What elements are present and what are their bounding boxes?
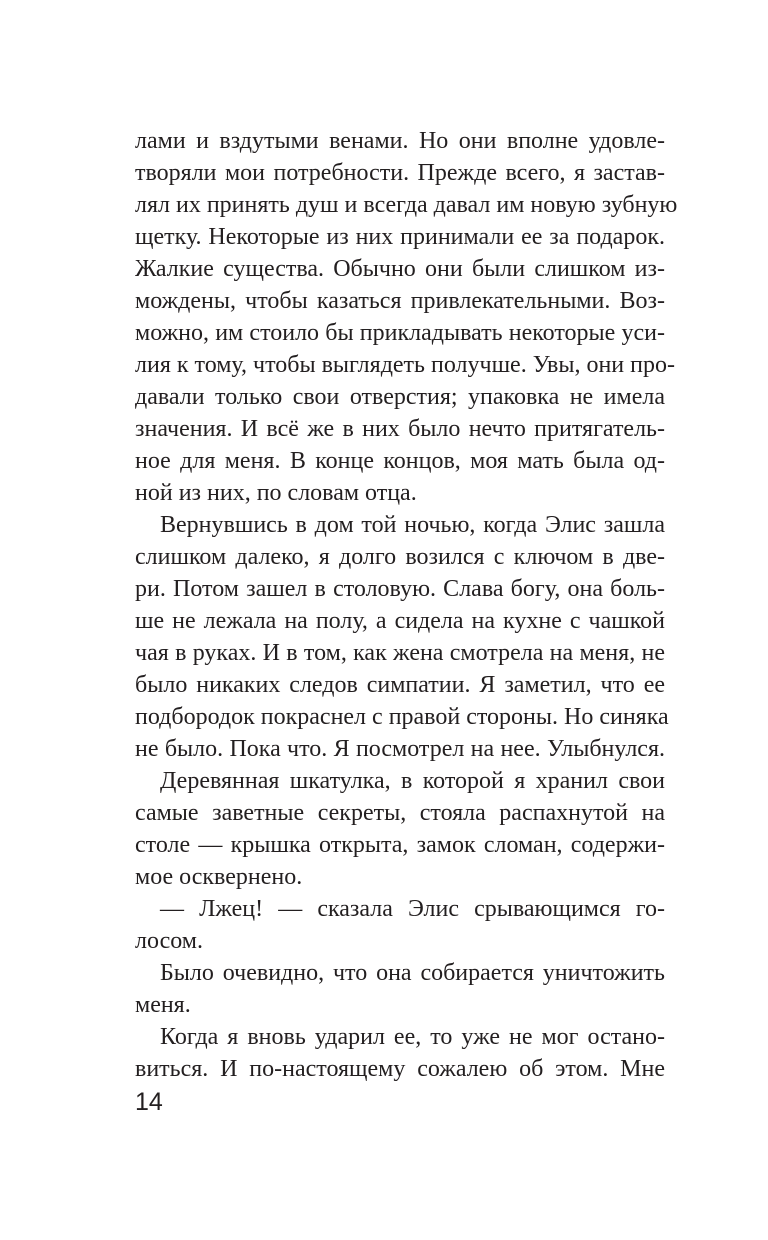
text-line: самые заветные секреты, стояла распахнутой на bbox=[135, 800, 665, 826]
text-line: не было. Пока что. Я посмотрел на нее. Улыбнулся. bbox=[135, 736, 665, 762]
text-line: виться. И по-настоящему сожалею об этом. Мне bbox=[135, 1056, 665, 1082]
text-line: лосом. bbox=[135, 928, 203, 954]
text-line: Вернувшись в дом той ночью, когда Элис зашла bbox=[160, 512, 665, 538]
text-line: Жалкие существа. Обычно они были слишком из- bbox=[135, 256, 665, 282]
page-number: 14 bbox=[135, 1088, 163, 1116]
text-line: щетку. Некоторые из них принимали ее за подарок. bbox=[135, 224, 665, 250]
text-line: мое осквернено. bbox=[135, 864, 303, 890]
text-line: значения. И всё же в них было нечто притягатель- bbox=[135, 416, 665, 442]
text-line: ше не лежала на полу, а сидела на кухне с чашкой bbox=[135, 608, 665, 634]
text-line: Было очевидно, что она собирается уничтожить bbox=[160, 960, 665, 986]
text-line: можно, им стоило бы прикладывать некоторые уси- bbox=[135, 320, 665, 346]
text-line: столе — крышка открыта, замок сломан, содержи- bbox=[135, 832, 665, 858]
text-line: творяли мои потребности. Прежде всего, я застав- bbox=[135, 160, 665, 186]
text-line: ри. Потом зашел в столовую. Слава богу, она боль- bbox=[135, 576, 665, 602]
text-line: чая в руках. И в том, как жена смотрела на меня, не bbox=[135, 640, 665, 666]
text-line: ной из них, по словам отца. bbox=[135, 480, 417, 506]
text-line: меня. bbox=[135, 992, 191, 1018]
text-line: лами и вздутыми венами. Но они вполне удовле- bbox=[135, 128, 665, 154]
text-line: слишком далеко, я долго возился с ключом в две- bbox=[135, 544, 665, 570]
text-line: лия к тому, чтобы выглядеть получше. Увы, они про- bbox=[135, 352, 675, 378]
text-line: — Лжец! — сказала Элис срывающимся го- bbox=[160, 896, 665, 922]
text-line: давали только свои отверстия; упаковка не имела bbox=[135, 384, 665, 410]
text-line: Когда я вновь ударил ее, то уже не мог остано- bbox=[160, 1024, 665, 1050]
text-line: было никаких следов симпатии. Я заметил, что ее bbox=[135, 672, 665, 698]
text-line: мождены, чтобы казаться привлекательными. Воз- bbox=[135, 288, 665, 314]
text-line: Деревянная шкатулка, в которой я хранил свои bbox=[160, 768, 665, 794]
text-line: подбородок покраснел с правой стороны. Но синяка bbox=[135, 704, 669, 730]
text-line: ное для меня. В конце концов, моя мать была од- bbox=[135, 448, 665, 474]
text-line: лял их принять душ и всегда давал им новую зубную bbox=[135, 192, 678, 218]
